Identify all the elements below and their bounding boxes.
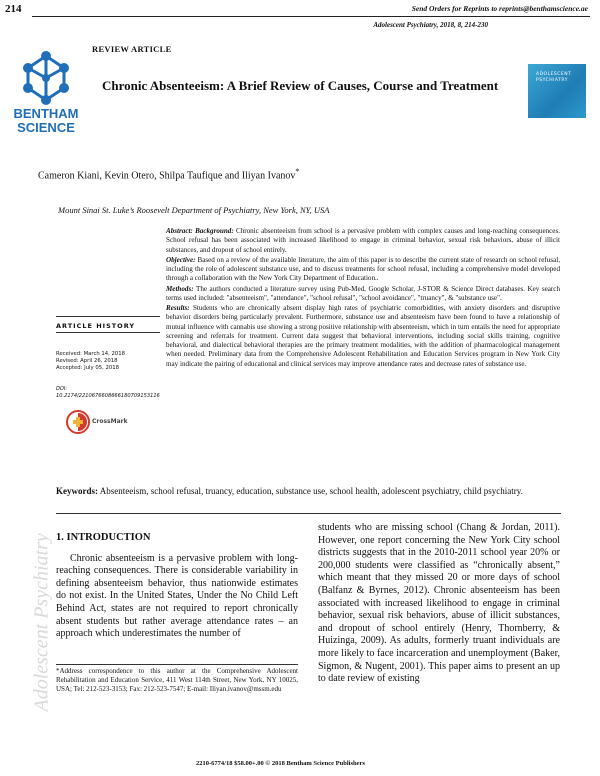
abstract-background-label: Abstract: Background: <box>166 227 234 235</box>
footnote-rule <box>56 664 298 665</box>
intro-column-left <box>56 532 298 641</box>
crossmark-badge[interactable] <box>66 410 90 439</box>
crossmark-icon <box>66 410 90 434</box>
article-history-rule-bottom <box>56 332 160 333</box>
abstract-results-label: Results: <box>166 304 190 312</box>
reprints-notice: Send Orders for Reprints to reprints@benthamscience.ae <box>411 4 588 13</box>
journal-citation: Adolescent Psychiatry, 2018, 8, 214-230 <box>373 21 488 29</box>
keywords-rule <box>56 513 561 514</box>
author-list <box>38 167 300 181</box>
abstract-methods-label: Methods: <box>166 284 194 293</box>
abstract-results-text: Students who are chronically absent display high rates of psychiatric comorbidities, with anxiety disorders and disruptive behavior disorders being particularly prevalent. Furthermore, substance use and absenteeism have been found to have a relationship of mutual influence with cannabis use showing a strong positive relationship with absenteeism, which in turn entails the need for appropriate screening and referrals for treatment. Current data suggest that behavioral interventions, including social skills training, cognitive behavioral, and dialectical behavioral therapies are the primary treatment modalities, with the addition of pharmacological management when needed. Preliminary data from the Comprehensive Adolescent Rehabilitation and Education Services program in New York City may indicate the pairing of educational and clinical services may improve attendance rates and decrease rates of substance use. <box>166 304 560 368</box>
abstract-objective-text: Based on a review of the available literature, the aim of this paper is to describe the current state of research on school refusal, including the role of adolescent substance use, and to discuss treatments for school refusal, including a comprehensive model developed through a collaboration with the New York City Department of Education.. <box>166 255 560 283</box>
journal-cover-title: ADOLESCENT PSYCHIATRY <box>536 72 572 83</box>
page-footer: 2210-6774/18 $58.00+.00 © 2018 Bentham Science Publishers <box>196 760 365 767</box>
intro-heading: 1. INTRODUCTION <box>56 532 151 543</box>
abstract-objective-label: Objective: <box>166 255 196 264</box>
article-dates <box>56 351 125 373</box>
abstract-results <box>166 304 560 369</box>
abstract <box>166 227 560 370</box>
keywords <box>56 485 561 497</box>
article-history-rule-top <box>56 316 160 317</box>
authors-text: Cameron Kiani, Kevin Otero, Shilpa Taufique and Iliyan Ivanov <box>38 170 296 182</box>
logo-text-science: SCIENCE <box>17 120 75 135</box>
doi-link[interactable]: 10.2174/2210676608666180709153116 <box>56 392 160 399</box>
keywords-text: Absenteeism, school refusal, truancy, education, substance use, school health, adolescent psychiatry, child psychiatry. <box>98 486 523 496</box>
abstract-methods-text: The authors conducted a literature survey using Pub-Med, Google Scholar, J-STOR & Science Direct databases. Key search terms used included: "absenteeism", "attendance", "school refusal", "school avoidance", "truancy", & "substance use". <box>166 284 560 302</box>
corresponding-author-mark: * <box>295 167 300 176</box>
abstract-background <box>166 227 560 255</box>
header-rule <box>32 16 590 17</box>
accepted-date: Accepted: July 05, 2018 <box>56 365 119 372</box>
logo-molecule-icon <box>2 44 90 144</box>
abstract-methods <box>166 285 560 304</box>
abstract-objective <box>166 256 560 284</box>
intro-paragraph-2: students who are missing school (Chang & Jordan, 2011). However, one report concerning the New York City school districts suggests that in the 2010-2011 school year 20% or 200,000 students were classified as “chronically absent,” which meant that they missed 20 or more days of school (Balfanz & Byrnes, 2012). Chronic absenteeism has been associated with increased likelihood to engage in criminal behavior, sexual risk behaviors, abuse of illicit substances, and dropout of school entirely (Henry, Thornberry, & Huizinga, 2009). As adults, formerly truant individuals are more likely to face incarceration and unemployment (Baker, Sigmon, & Nugent, 2001). This paper aims to present an up to date review of existing <box>318 522 560 685</box>
doi-label: DOI: <box>56 386 68 392</box>
crossmark-label[interactable]: CrossMark <box>92 418 128 425</box>
doi-block <box>56 386 164 399</box>
intro-paragraph-1: Chronic absenteeism is a pervasive problem with long-reaching consequences. There is considerable variability in defining absenteeism behavior, thus nationwide estimates do not exist. In the United States, Under the No Child Left Behind Act, states are not required to report chronically absent students but rather average attendance rates – an approach which underestimates the number of <box>56 552 298 640</box>
affiliation: Mount Sinai St. Luke’s Roosevelt Department of Psychiatry, New York, NY, USA <box>58 205 330 215</box>
received-date: Received: March 14, 2018 <box>56 351 125 357</box>
revised-date: Revised: April 26, 2018 <box>56 358 118 365</box>
abstract-background-text: Chronic absenteeism from school is a pervasive problem with complex causes and long-reaching consequences. School refusal has been associated with increased likelihood to engage in criminal behavior, sexual risk behaviors, abuse of illicit substances, and dropout of school entirely. <box>166 227 560 254</box>
page-number: 214 <box>5 3 22 15</box>
bentham-science-logo <box>2 44 90 144</box>
journal-watermark: Adolescent Psychiatry <box>30 533 53 712</box>
keywords-label: Keywords: <box>56 486 98 496</box>
article-type: REVIEW ARTICLE <box>92 44 172 54</box>
article-history-heading: ARTICLE HISTORY <box>56 322 136 330</box>
intro-column-right <box>318 522 560 686</box>
correspondence-footnote: *Address correspondence to this author at the Comprehensive Adolescent Rehabilitation and Education Service, 411 West 114th Street, New York, NY 10025, USA; Tel: 212-523-3153; Fax: 212-523-7547; E-mail: Iliyan.ivanov@mssm.edu <box>56 667 298 694</box>
logo-text-bentham: BENTHAM <box>13 106 79 121</box>
article-title: Chronic Absenteeism: A Brief Review of Causes, Course and Treatment <box>102 78 499 93</box>
